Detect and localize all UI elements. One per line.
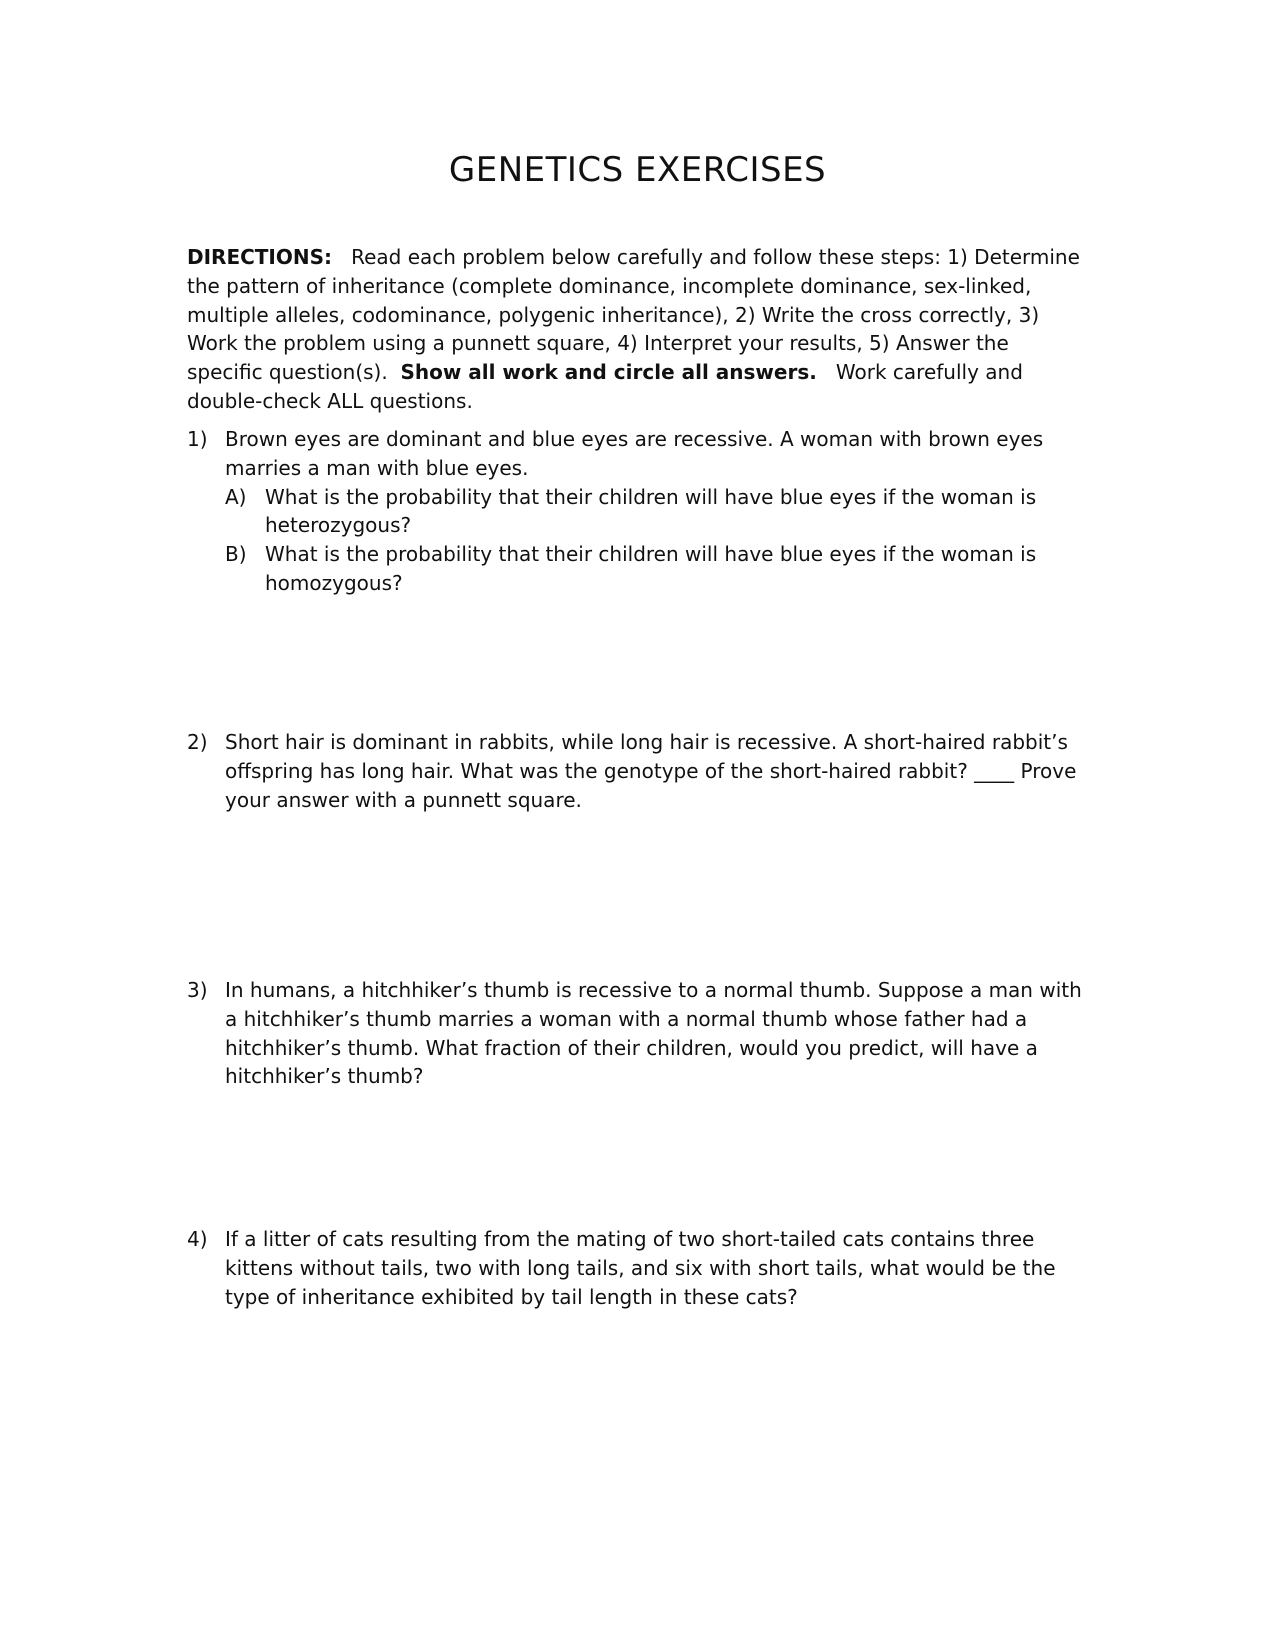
question-number: 4) [187,1227,208,1251]
question-text: In humans, a hitchhiker’s thumb is recessive to a normal thumb. Suppose a man with a hitchhiker’s thumb marries a woman with a normal thumb whose father had a hitchhiker’s thumb. What fraction of their children, would you predict, will have a hitchhiker’s thumb? [225,978,1082,1089]
question-text: Brown eyes are dominant and blue eyes are recessive. A woman with brown eyes marries a man with blue eyes. [225,427,1044,480]
question-part-a [225,483,1087,541]
directions-text: Read each problem below carefully and follow these steps: 1) Determine the pattern of inheritance (complete dominance, incomplete dominance, sex-linked, multiple alleles, codominance, polygenic inheritance), 2) Write the cross correctly, 3) Work the problem using a punnett square, 4) Interpret your results, 5) Answer the specific question(s). [187,245,1080,385]
question-text: If a litter of cats resulting from the mating of two short-tailed cats contains three kittens without tails, two with long tails, and six with short tails, what would be the type of inheritance exhibited by tail length in these cats? [225,1227,1056,1309]
part-text: What is the probability that their children will have blue eyes if the woman is homozygous? [265,542,1037,595]
question-part-b [225,540,1087,598]
part-label: A) [225,484,247,509]
question-number: 2) [187,730,208,754]
directions-label: DIRECTIONS: [187,245,333,269]
question-4 [187,1225,1087,1311]
question-number: 1) [187,427,208,451]
question-number: 3) [187,978,208,1002]
question-2 [187,728,1087,814]
question-3 [187,976,1087,1091]
part-label: B) [225,542,247,567]
question-1 [187,425,1087,598]
page-title: GENETICS EXERCISES [448,150,827,190]
part-text: What is the probability that their children will have blue eyes if the woman is heterozygous? [265,484,1037,538]
question-text: Short hair is dominant in rabbits, while long hair is recessive. A short-haired rabbit’s offspring has long hair. What was the genotype of the short-haired rabbit? ____ Prove your answer with a punnett square. [225,730,1077,812]
directions-emphasis: Show all work and circle all answers. [400,360,817,385]
directions-paragraph [187,243,1087,416]
directions-text-end: Work carefully and double-check ALL questions. [187,360,1023,413]
